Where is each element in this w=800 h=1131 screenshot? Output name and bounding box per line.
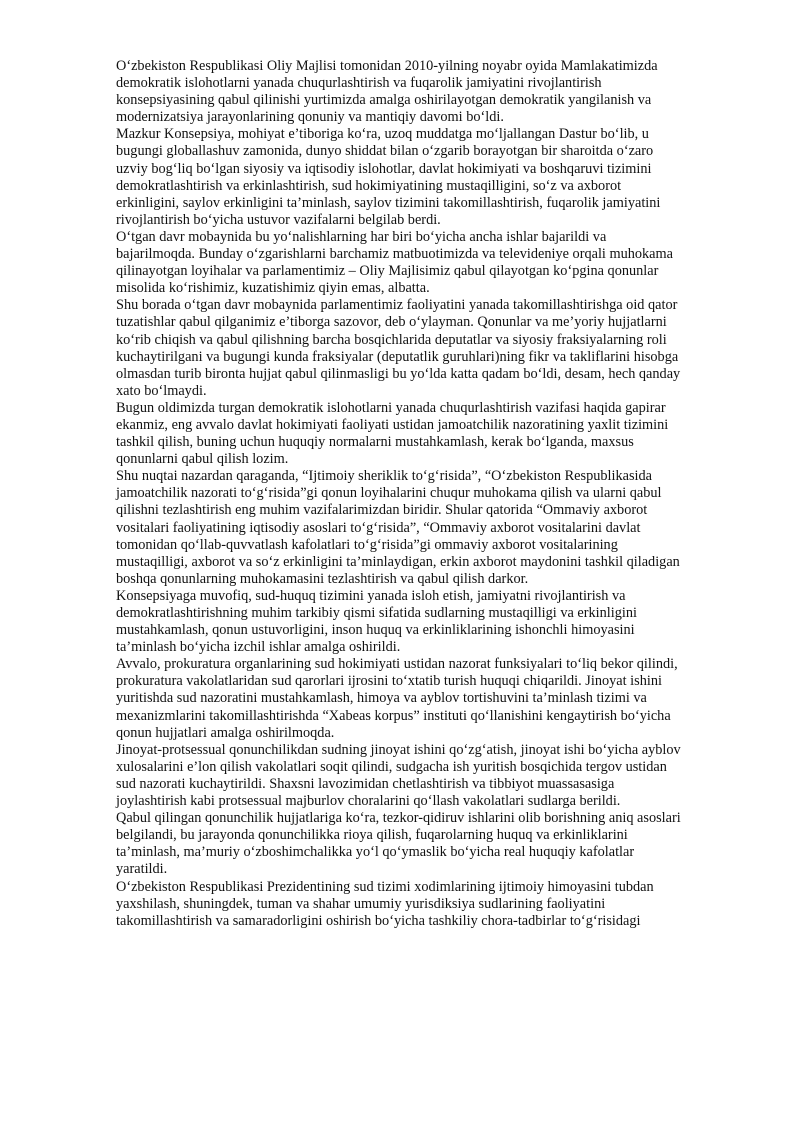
- text-line: misolida ko‘rishimiz, kuzatishimiz qiyin emas, albatta.: [116, 280, 430, 297]
- text-line: mustaqilligi, axborot va so‘z erkinligini ta’minlaydigan, erkin axborot maydonini tashkil qiladigan: [116, 553, 680, 570]
- text-line: qilinayotgan loyihalar va parlamentimiz – Oliy Majlisimiz qabul qilayotgan ko‘pgina qonunlar: [116, 263, 659, 280]
- text-line: konsepsiyasining qabul qilinishi yurtimizda amalga oshirilayotgan demokratik yangilanish va: [116, 92, 652, 109]
- text-line: boshqa qonunlarning muhokamasini tezlashtirish va qabul qilish darkor.: [116, 570, 529, 587]
- paragraph: [116, 400, 756, 468]
- text-line: tomonidan qo‘llab-quvvatlash kafolatlari to‘g‘risida”gi ommaviy axborot vositalarining: [116, 536, 618, 553]
- text-line: yaratildi.: [116, 861, 168, 878]
- paragraph: [116, 229, 756, 297]
- text-line: Avvalo, prokuratura organlarining sud hokimiyati ustidan nazorat funksiyalari to‘liq bekor qilindi,: [116, 656, 678, 673]
- text-line: Bugun oldimizda turgan demokratik islohotlarni yanada chuqurlashtirish vazifasi haqida gapirar: [116, 399, 666, 416]
- text-line: xulosalarini e’lon qilish vakolatlari soqit qilindi, sudgacha ish yuritish bosqichida tergov ustidan: [116, 758, 667, 775]
- paragraph: [116, 810, 756, 878]
- text-line: bugungi globallashuv zamonida, dunyo shiddat bilan o‘zgarib borayotgan bir sharoitda o‘zaro: [116, 143, 654, 160]
- text-line: tuzatishlar qabul qilganimiz e’tiborga sazovor, deb o‘ylayman. Qonunlar va me’yoriy hujjatlarni: [116, 314, 667, 331]
- text-line: kuchaytirilgani va bugungi kunda fraksiyalar (deputatlik guruhlari)ning fikr va takliflarini hisobga: [116, 348, 679, 365]
- text-line: demokratik islohotlarni yanada chuqurlashtirish va fuqarolik jamiyatini rivojlantirish: [116, 75, 602, 92]
- text-line: modernizatsiya jarayonlarining qonuniy va mantiqiy davomi bo‘ldi.: [116, 109, 504, 126]
- paragraph: [116, 742, 756, 810]
- text-line: sud nazorati kuchaytirildi. Shaxsni lavozimidan chetlashtirish va tibbiyot muassasasiga: [116, 775, 615, 792]
- text-line: ta’minlash bo‘yicha izchil ishlar amalga oshirildi.: [116, 639, 401, 656]
- text-line: olmasdan turib bironta hujjat qabul qilinmasligi bu yo‘lda katta qadam bo‘ldi, desam, hech qanday: [116, 365, 681, 382]
- text-line: O‘zbekiston Respublikasi Oliy Majlisi tomonidan 2010-yilning noyabr oyida Mamlakatimizda: [116, 58, 658, 74]
- text-line: qonun hujjatlari amalga oshirilmoqda.: [116, 724, 335, 741]
- paragraph: [116, 656, 756, 741]
- text-line: tashkil qilish, buning uchun huquqiy normalarni mustahkamlash, kerak bo‘lganda, maxsus: [116, 434, 634, 451]
- text-line: xato bo‘lmaydi.: [116, 382, 207, 399]
- text-line: bajarilmoqda. Bunday o‘zgarishlarni barchamiz matbuotimizda va televideniye orqali muhokama: [116, 246, 673, 263]
- paragraph: [116, 297, 756, 400]
- text-line: O‘tgan davr mobaynida bu yo‘nalishlarning har biri bo‘yicha ancha ishlar bajarildi va: [116, 228, 607, 245]
- text-line: vositalari faoliyatining iqtisodiy asoslari to‘g‘risida”, “Ommaviy axborot vositalarini davlat: [116, 519, 641, 536]
- text-line: demokratlashtirish va erkinlashtirish, sud hokimiyatining mustaqilligini, so‘z va axborot: [116, 177, 622, 194]
- text-line: rivojlantirish bo‘yicha ustuvor vazifalarni belgilab berdi.: [116, 211, 441, 228]
- text-line: Qabul qilingan qonunchilik hujjatlariga ko‘ra, tezkor-qidiruv ishlarini olib borishning aniq asoslari: [116, 810, 681, 827]
- paragraph: [116, 126, 756, 229]
- paragraph: [116, 588, 756, 656]
- paragraph: [116, 58, 756, 126]
- text-line: erkinligini, saylov erkinligini ta’minlash, saylov tizimini takomillashtirish, fuqarolik jamiyatini: [116, 194, 661, 211]
- text-line: uzviy bog‘liq bo‘lgan siyosiy va iqtisodiy islohotlar, davlat hokimiyati va boshqaruvi tizimini: [116, 160, 652, 177]
- text-line: mexanizmlarini takomillashtirishda “Xabeas korpus” instituti qo‘llanishini kengaytirish bo‘yicha: [116, 707, 671, 724]
- text-line: belgilandi, bu jarayonda qonunchilikka rioya qilish, fuqarolarning huquq va erkinliklarini: [116, 827, 628, 844]
- text-line: Shu borada o‘tgan davr mobaynida parlamentimiz faoliyatini yanada takomillashtirishga oid qator: [116, 297, 678, 314]
- text-line: Mazkur Konsepsiya, mohiyat e’tiboriga ko‘ra, uzoq muddatga mo‘ljallangan Dastur bo‘lib, u: [116, 126, 649, 143]
- text-line: jamoatchilik nazorati to‘g‘risida”gi qonun loyihalarini chuqur muhokama qilish va ularni qabul: [116, 485, 662, 502]
- text-line: Jinoyat-protsessual qonunchilikdan sudning jinoyat ishini qo‘zg‘atish, jinoyat ishi bo‘yicha ayblov: [116, 741, 681, 758]
- text-line: ekanmiz, eng avvalo davlat hokimiyati faoliyati ustidan jamoatchilik nazoratining yaxlit tizimini: [116, 416, 669, 433]
- text-line: O‘zbekiston Respublikasi Prezidentining sud tizimi xodimlarining ijtimoiy himoyasini tubdan: [116, 878, 654, 895]
- text-line: qilishni tezlashtirish eng muhim vazifalarimizdan biridir. Shular qatorida “Ommaviy axborot: [116, 502, 648, 519]
- text-line: yaxshilash, shuningdek, tuman va shahar umumiy yurisdiksiya sudlarining faoliyatini: [116, 895, 606, 912]
- document-page: [116, 58, 756, 930]
- text-line: qonunlarni qabul qilish lozim.: [116, 451, 289, 468]
- text-line: prokuratura vakolatlaridan sud qarorlari ijrosini to‘xtatib turish huquqi chiqarildi. Jinoyat ishini: [116, 673, 662, 690]
- text-line: Shu nuqtai nazardan qaraganda, “Ijtimoiy sheriklik to‘g‘risida”, “O‘zbekiston Respublikasida: [116, 468, 652, 485]
- text-line: ta’minlash, ma’muriy o‘zboshimchalikka yo‘l qo‘ymaslik bo‘yicha real huquqiy kafolatlar: [116, 844, 635, 861]
- text-line: joylashtirish kabi protsessual majburlov choralarini qo‘llash vakolatlari sudlarga berildi.: [116, 793, 621, 810]
- text-line: takomillashtirish va samaradorligini oshirish bo‘yicha tashkiliy chora-tadbirlar to‘g‘risidagi: [116, 912, 641, 929]
- text-line: Konsepsiyaga muvofiq, sud-huquq tizimini yanada isloh etish, jamiyatni rivojlantirish va: [116, 587, 626, 604]
- text-line: demokratlashtirishning muhim tarkibiy qismi sifatida sudlarning mustaqilligi va erkinligini: [116, 605, 637, 621]
- text-line: yuritishda sud nazoratini mustahkamlash, himoya va ayblov tortishuvini ta’minlash tizimi va: [116, 690, 647, 707]
- paragraph: [116, 468, 756, 588]
- text-line: mustahkamlash, qonun ustuvorligini, inson huquq va erkinliklarining ishonchli himoyasini: [116, 622, 635, 639]
- text-line: ko‘rib chiqish va qabul qilishning barcha bosqichlarida deputatlar va siyosiy fraksiyalarning roli: [116, 331, 667, 348]
- paragraph: [116, 879, 756, 930]
